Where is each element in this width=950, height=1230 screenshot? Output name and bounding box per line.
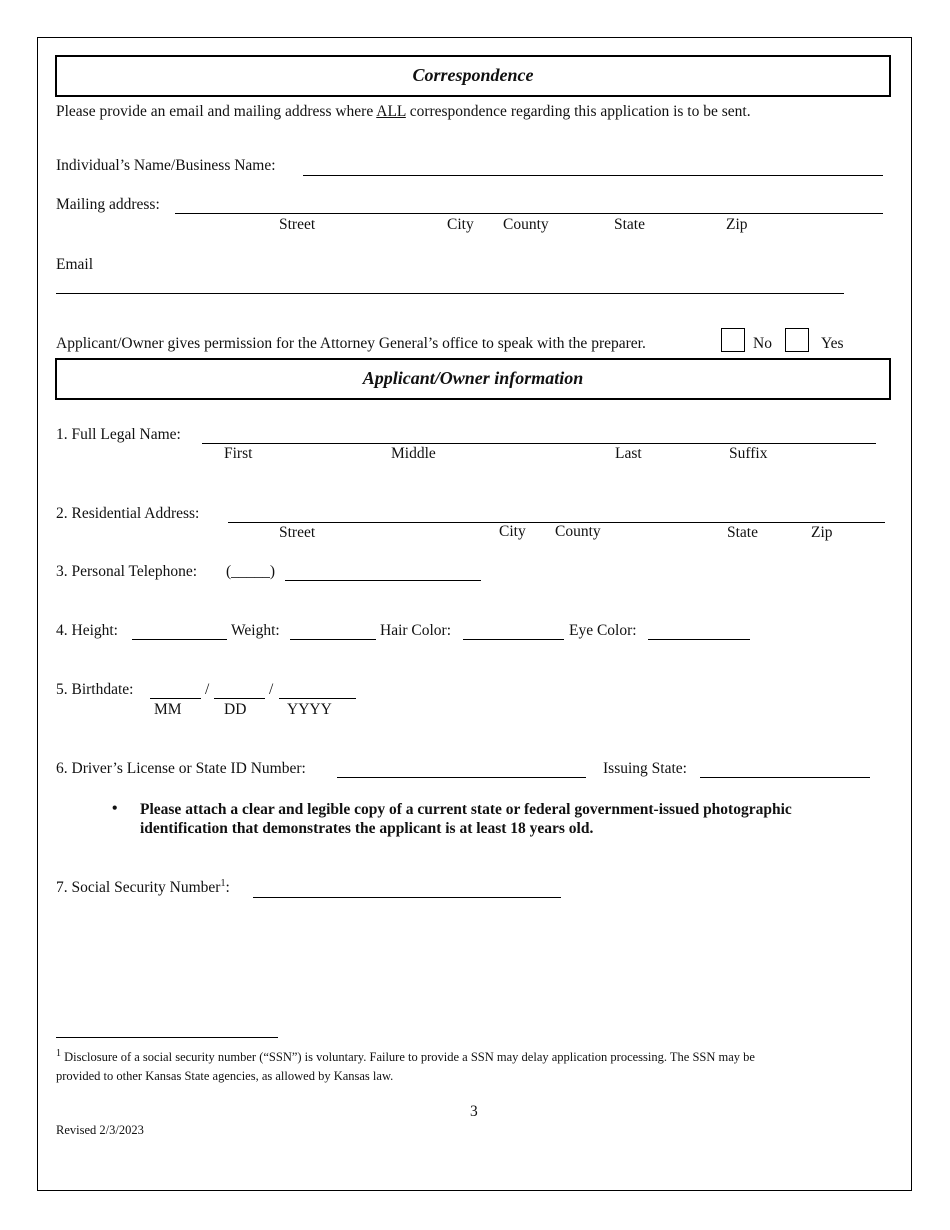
footnote-line-2: provided to other Kansas State agencies, as allowed by Kansas law.: [56, 1069, 394, 1083]
footnote-line-1: [56, 1049, 755, 1066]
hair-color-field[interactable]: [463, 639, 564, 640]
weight-label: Weight:: [231, 622, 280, 639]
revised-date: Revised 2/3/2023: [56, 1123, 144, 1137]
id-note-line-2: identification that demonstrates the applicant is at least 18 years old.: [140, 820, 594, 837]
email-field[interactable]: [56, 293, 844, 294]
mailing-city-label: City: [447, 216, 474, 233]
ssn-field[interactable]: [253, 897, 561, 898]
weight-field[interactable]: [290, 639, 376, 640]
birth-day-field[interactable]: [214, 698, 265, 699]
residential-street-label: Street: [279, 524, 316, 541]
name-field[interactable]: [303, 175, 883, 176]
residential-address-label: 2. Residential Address:: [56, 505, 200, 522]
ssn-label: [56, 879, 230, 897]
ssn-colon: :: [225, 879, 230, 896]
intro-emphasis: ALL: [376, 103, 406, 120]
telephone-area-code[interactable]: (_____): [226, 563, 276, 580]
mailing-county-label: County: [503, 216, 549, 233]
footnote-separator: [56, 1037, 278, 1038]
permission-yes-checkbox[interactable]: [785, 328, 809, 352]
bullet-icon: •: [112, 800, 118, 817]
permission-no-label: No: [753, 335, 772, 352]
birth-month-field[interactable]: [150, 698, 201, 699]
issuing-state-label: Issuing State:: [603, 760, 687, 777]
birth-month-sublabel: MM: [154, 701, 182, 718]
permission-text: Applicant/Owner gives permission for the Attorney General’s office to speak with the preparer.: [56, 335, 646, 352]
license-field[interactable]: [337, 777, 586, 778]
page-border: [37, 37, 912, 1191]
id-note-line-1: Please attach a clear and legible copy of a current state or federal government-issued photographic: [140, 801, 792, 818]
footnote-text-1: Disclosure of a social security number (“SSN”) is voluntary. Failure to provide a SSN may delay application processing. The SSN may be: [64, 1050, 755, 1064]
last-name-label: Last: [615, 445, 642, 462]
full-name-field[interactable]: [202, 443, 876, 444]
issuing-state-field[interactable]: [700, 777, 870, 778]
email-label: Email: [56, 256, 94, 273]
permission-yes-label: Yes: [821, 335, 844, 352]
birthdate-slash: /: [269, 681, 274, 698]
telephone-field[interactable]: [285, 580, 481, 581]
full-name-label: 1. Full Legal Name:: [56, 426, 181, 443]
intro-text-after: correspondence regarding this application is to be sent.: [409, 103, 751, 120]
middle-name-label: Middle: [391, 445, 436, 462]
ssn-label-text: 7. Social Security Number: [56, 879, 221, 896]
eye-color-label: Eye Color:: [569, 622, 637, 639]
footnote-marker: 1: [56, 1047, 61, 1059]
mailing-address-field[interactable]: [175, 213, 883, 214]
birth-year-field[interactable]: [279, 698, 356, 699]
birthdate-label: 5. Birthdate:: [56, 681, 134, 698]
height-field[interactable]: [132, 639, 227, 640]
residential-state-label: State: [727, 524, 758, 541]
telephone-label: 3. Personal Telephone:: [56, 563, 198, 580]
correspondence-heading: Correspondence: [55, 55, 891, 97]
mailing-address-label: Mailing address:: [56, 196, 160, 213]
birthdate-slash: /: [205, 681, 210, 698]
mailing-state-label: State: [614, 216, 645, 233]
residential-city-label: City: [499, 523, 526, 540]
height-label: 4. Height:: [56, 622, 118, 639]
permission-no-checkbox[interactable]: [721, 328, 745, 352]
hair-color-label: Hair Color:: [380, 622, 452, 639]
residential-county-label: County: [555, 523, 601, 540]
mailing-street-label: Street: [279, 216, 316, 233]
mailing-zip-label: Zip: [726, 216, 748, 233]
birth-year-sublabel: YYYY: [287, 701, 332, 718]
intro-text-before: Please provide an email and mailing address where: [56, 103, 374, 120]
ssn-footnote-marker: 1: [220, 877, 226, 889]
birth-day-sublabel: DD: [224, 701, 247, 718]
applicant-heading: Applicant/Owner information: [55, 358, 891, 400]
correspondence-intro: [56, 103, 751, 121]
name-label: Individual’s Name/Business Name:: [56, 157, 276, 174]
page-number: 3: [470, 1103, 478, 1120]
first-name-label: First: [224, 445, 253, 462]
residential-zip-label: Zip: [811, 524, 833, 541]
eye-color-field[interactable]: [648, 639, 750, 640]
suffix-label: Suffix: [729, 445, 768, 462]
license-label: 6. Driver’s License or State ID Number:: [56, 760, 306, 777]
